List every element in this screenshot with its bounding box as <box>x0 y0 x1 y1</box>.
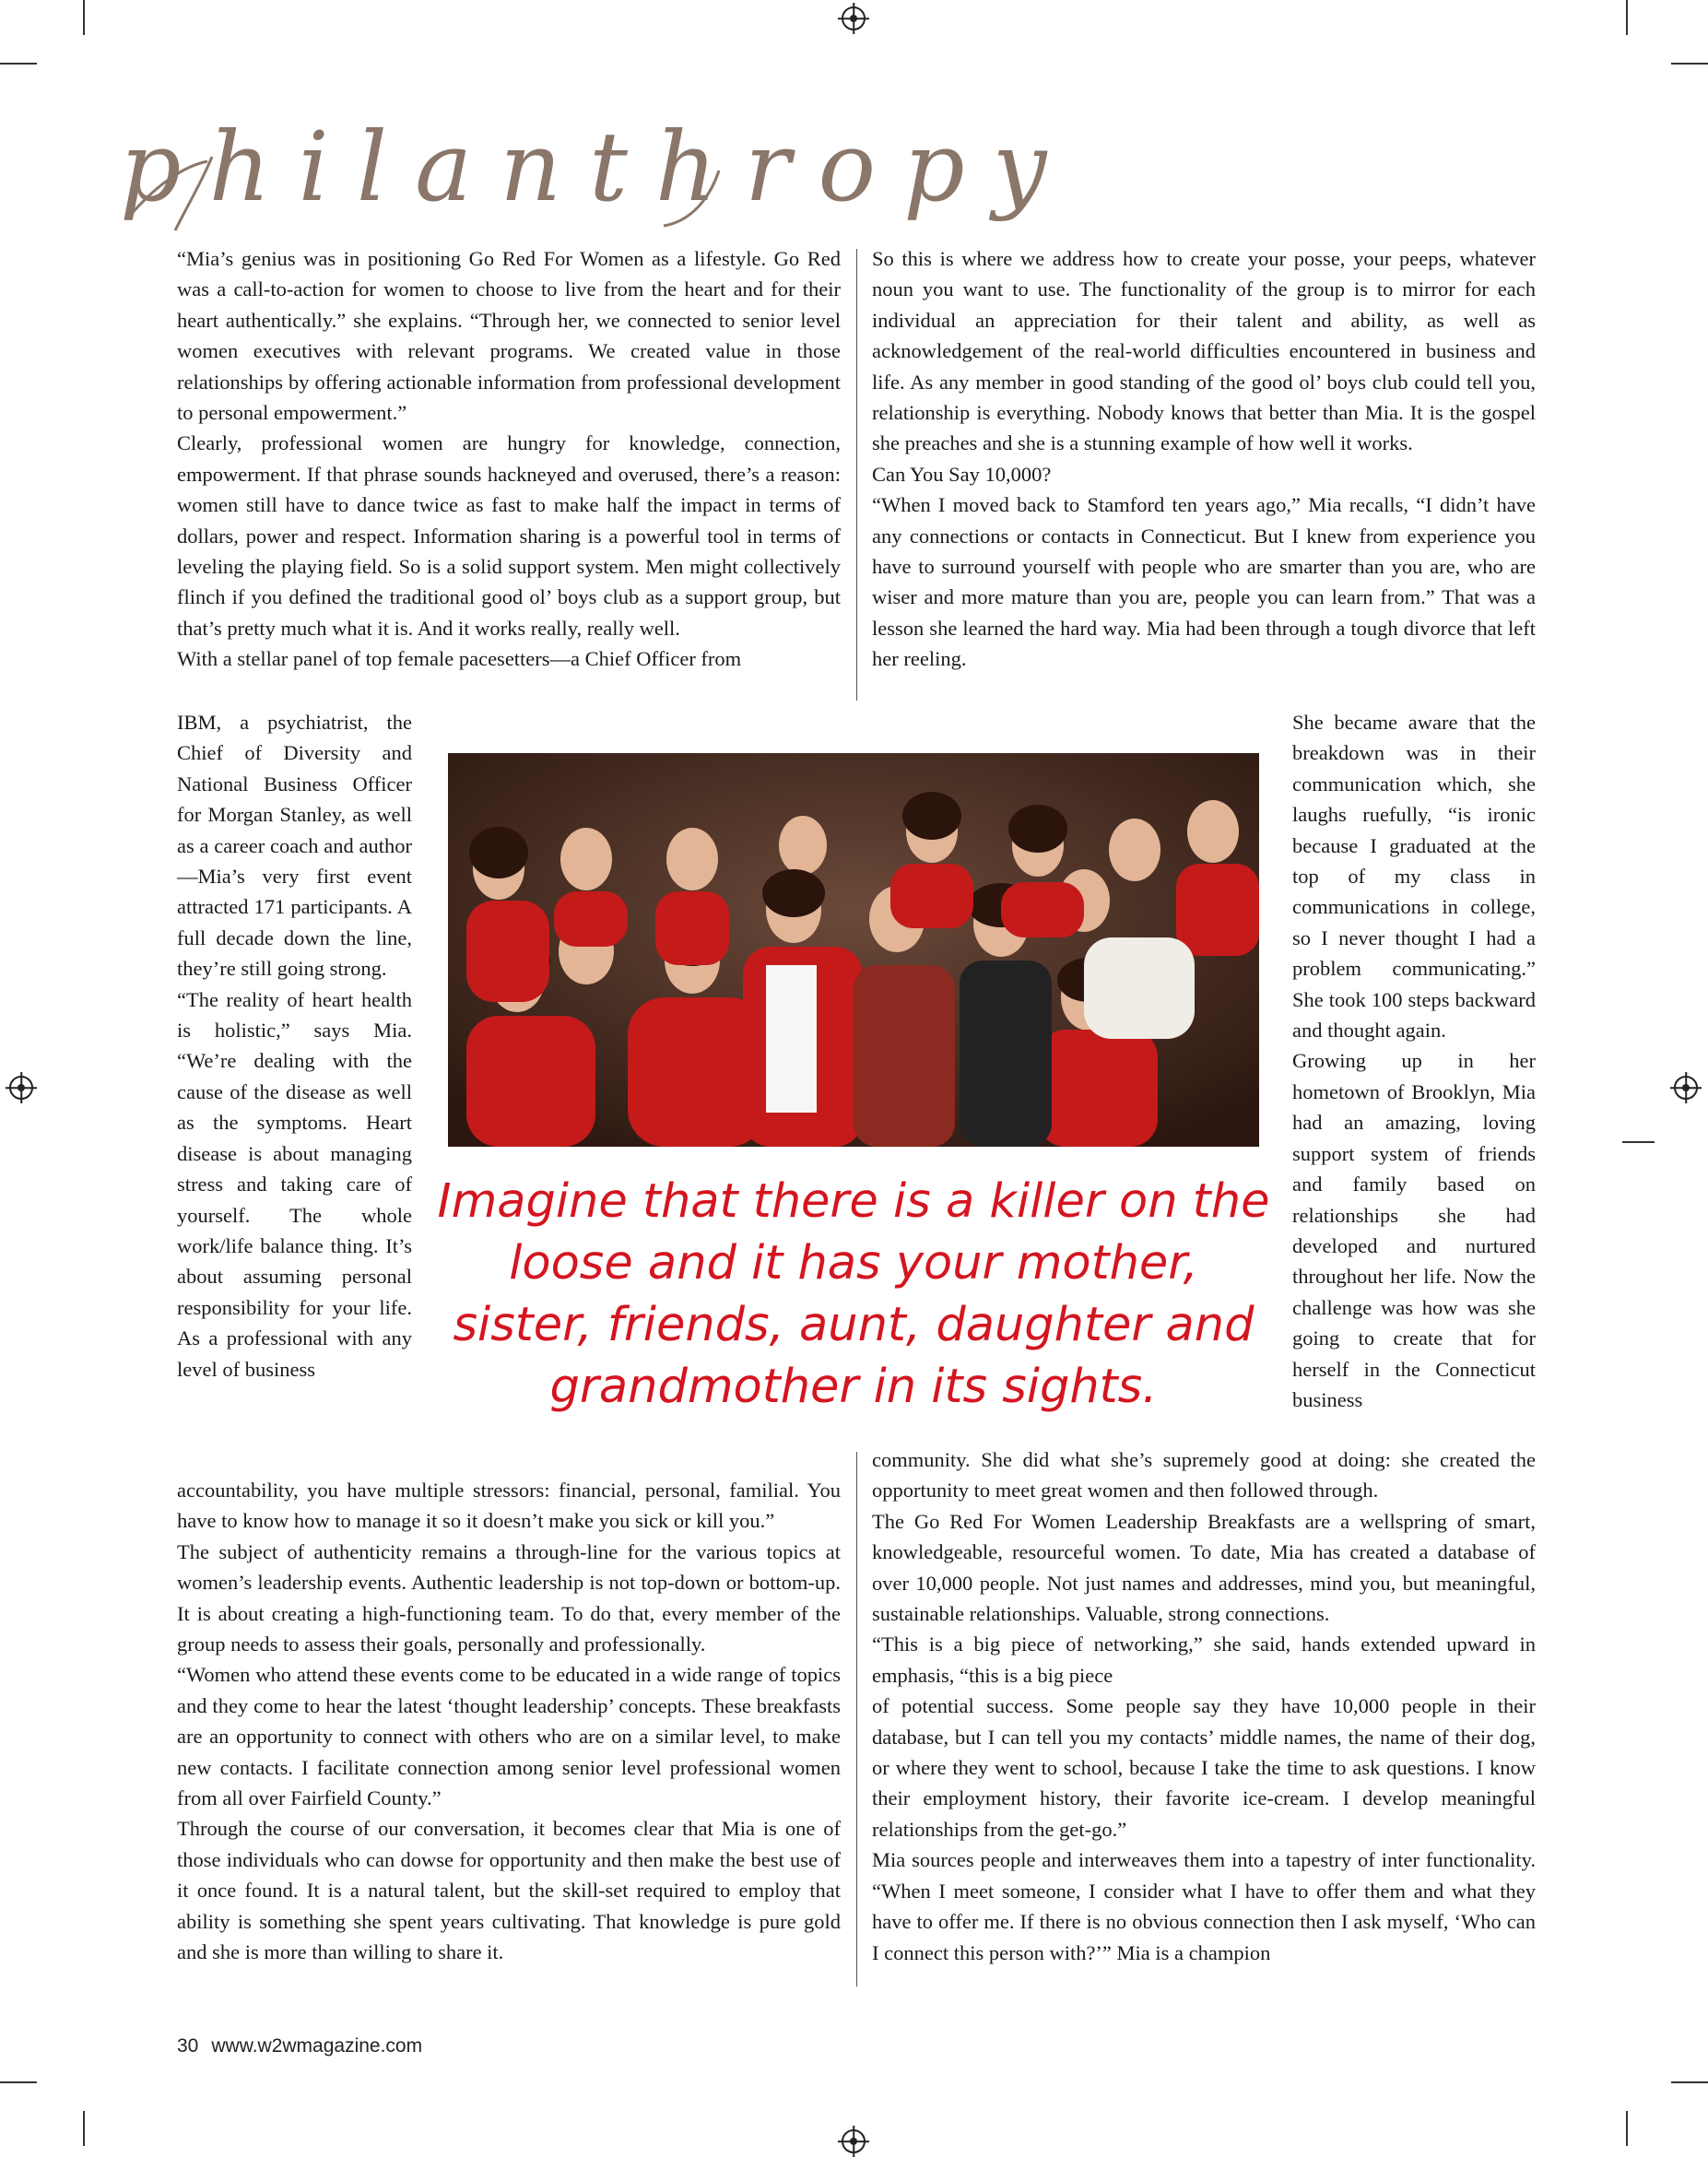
paragraph: The Go Red For Women Leadership Breakfasts are a wellspring of smart, knowledgeable, resourceful women. To date, Mia has created a database of over 10,000 people. Not just names and addresses, mind you, but meaningful, sustainable relationships. Valuable, strong connections. <box>872 1509 1536 1626</box>
article-column-left-top <box>177 243 841 675</box>
registration-mark-icon <box>842 2129 866 2153</box>
registration-mark-icon <box>842 6 866 30</box>
crop-mark <box>83 0 85 35</box>
article-column-right-top <box>872 243 1536 675</box>
paragraph: accountability, you have multiple stressors: financial, personal, familial. You have to know how to manage it so it doesn’t make you sick or kill you.” <box>177 1479 841 1533</box>
paragraph: She became aware that the breakdown was in their communication which, she laughs ruefully, “is ironic because I graduated at the top of my class in communications in college, so I never thought I had a problem communicating.” She took 100 steps backward and thought again. <box>1292 711 1536 1043</box>
paragraph: “When I moved back to Stamford ten years ago,” Mia recalls, “I didn’t have any connections or contacts in Connecticut. But I knew from experience you have to surround yourself with people who are smarter than you are, who are wiser and more mature than you are, people you can learn from.” That was a lesson she learned the hard way. Mia had been through a tough divorce that left her reeling. <box>872 493 1536 671</box>
crop-mark <box>1671 2081 1708 2083</box>
crop-mark <box>1671 63 1708 65</box>
paragraph: Through the course of our conversation, it becomes clear that Mia is one of those individuals who can dowse for opportunity and then make the best use of it once found. It is a natural talent, but the skill-set required to employ that ability is something she spent years cultivating. That knowledge is pure gold and she is more than willing to share it. <box>177 1817 841 1964</box>
paragraph: Clearly, professional women are hungry for knowledge, connection, empowerment. If that phrase sounds hackneyed and overused, there’s a reason: women still have to dance twice as fast to make half the impact in terms of dollars, power and respect. Information sharing is a powerful tool in terms of leveling the playing field. So is a solid support system. Men might collectively flinch if you defined the traditional good ol’ boys club as a support group, but that’s pretty much what it is. And it works really, really well. <box>177 431 841 640</box>
article-column-left-narrow <box>177 707 412 1385</box>
paragraph: Mia sources people and interweaves them into a tapestry of inter functionality. “When I meet someone, I consider what I have to offer them and what they have to offer me. If there is no obvious connection then I ask myself, ‘Who can I connect this person with?’” Mia is a champion <box>872 1848 1536 1964</box>
page-footer <box>177 2035 435 2057</box>
footer-url[interactable]: www.w2wmagazine.com <box>211 2035 423 2057</box>
group-photo-illustration <box>448 753 1259 1147</box>
crop-mark <box>1626 2111 1628 2146</box>
page-number: 30 <box>177 2035 199 2057</box>
paragraph: community. She did what she’s supremely good at doing: she created the opportunity to meet great women and then followed through. <box>872 1448 1536 1503</box>
subheading: Can You Say 10,000? <box>872 462 1052 486</box>
paragraph: So this is where we address how to create your posse, your peeps, whatever noun you want to use. The functionality of the group is to mirror for each individual an appreciation for their talent and ability, as well as acknowledgement of the real-world difficulties encountered in business and life. As any member in good standing of the good ol’ boys club could tell you, relationship is everything. Nobody knows that better than Mia. It is the gospel she preaches and she is a stunning example of how well it works. <box>872 247 1536 455</box>
registration-mark-icon <box>1674 1076 1698 1100</box>
column-divider <box>856 1452 857 1986</box>
group-photo <box>448 753 1259 1147</box>
article-column-right-narrow <box>1292 707 1536 1415</box>
article-column-left-bottom <box>177 1475 841 1968</box>
crop-mark <box>0 2081 37 2083</box>
pull-quote: Imagine that there is a killer on the loose and it has your mother, sister, friends, aunt, daughter and grandmother in its sights. <box>437 1174 1270 1414</box>
crop-mark <box>1622 1141 1655 1143</box>
paragraph: IBM, a psychiatrist, the Chief of Diversity and National Business Officer for Morgan Stanley, as well as a career coach and author—Mia’s very first event attracted 171 participants. A full decade down the line, they’re still going strong. <box>177 711 412 981</box>
paragraph: “Women who attend these events come to be educated in a wide range of topics and they come to hear the latest ‘thought leadership’ concepts. These breakfasts are an opportunity to connect with others who are on a similar level, to make new contacts. I facilitate connection among senior level professional women from all over Fairfield County.” <box>177 1663 841 1810</box>
crop-mark <box>83 2111 85 2146</box>
paragraph: The subject of authenticity remains a through-line for the various topics at women’s leadership events. Authentic leadership is not top-down or bottom-up. It is about creating a high-functioning team. To do that, every member of the group needs to assess their goals, personally and professionally. <box>177 1539 841 1656</box>
article-column-right-bottom <box>872 1444 1536 1968</box>
paragraph: Growing up in her hometown of Brooklyn, Mia had an amazing, loving support system of friends and family based on relationships she had developed and nurtured throughout her life. Now the challenge was how was she going to create that for herself in the Connecticut business <box>1292 1049 1536 1411</box>
paragraph: With a stellar panel of top female pacesetters—a Chief Officer from <box>177 647 742 671</box>
registration-mark-icon <box>9 1076 33 1100</box>
section-title: philanthropy <box>120 111 1075 223</box>
column-divider <box>856 249 857 701</box>
crop-mark <box>1626 0 1628 35</box>
paragraph: “The reality of heart health is holistic,” says Mia. “We’re dealing with the cause of the disease as well as the symptoms. Heart disease is about managing stress and taking care of yourself. The whole work/life balance thing. It’s about assuming personal responsibility for your life. As a professional with any level of business <box>177 987 412 1381</box>
crop-mark <box>0 63 37 65</box>
paragraph: “This is a big piece of networking,” she said, hands extended upward in emphasis, “this is a big piece <box>872 1632 1536 1687</box>
paragraph: “Mia’s genius was in positioning Go Red For Women as a lifestyle. Go Red was a call-to-action for women to choose to live from the heart and for their heart authentically.” she explains. “Through her, we connected to senior level women executives with relevant programs. We created value in those relationships by offering actionable information from professional development to personal empowerment.” <box>177 247 841 425</box>
paragraph: of potential success. Some people say they have 10,000 people in their database, but I can tell you my contacts’ middle names, the name of their dog, or where they went to school, because I take the time to ask questions. I know their employment history, their favorite ice-cream. I develop meaningful relationships from the get-go.” <box>872 1694 1536 1841</box>
